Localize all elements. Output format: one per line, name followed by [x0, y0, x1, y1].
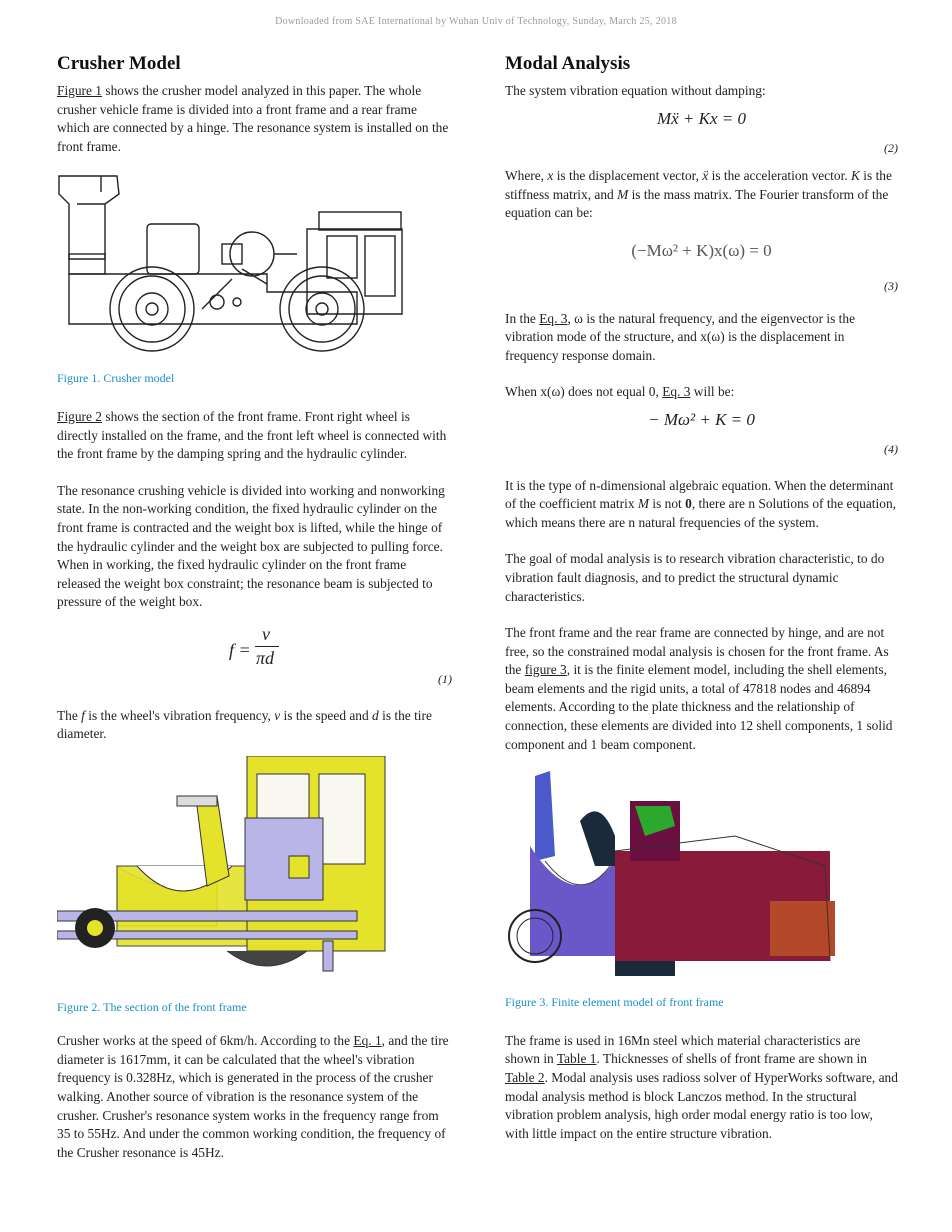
text: is the displacement vector, — [553, 168, 703, 184]
figure2-front-frame — [57, 756, 452, 996]
var-K: K — [851, 168, 860, 184]
text: is the acceleration vector. — [708, 168, 852, 184]
var-M: M — [637, 496, 650, 512]
text: . Modal analysis uses radioss solver of HyperWorks software, and modal analysis method is block Lanczos method. In the structural vibration problem analysis, high order modal energy ratio is too low, with little impact on the entire structure vibration. — [505, 1070, 898, 1141]
download-banner: Downloaded from SAE International by Wuhan Univ of Technology, Sunday, March 25, 2018 — [275, 16, 677, 27]
figure1-link[interactable]: Figure 1 — [57, 83, 103, 98]
eq1-number: (1) — [438, 671, 452, 686]
equation-4 — [505, 410, 898, 440]
figure2-link[interactable]: Figure 2 — [57, 408, 103, 424]
fe-mesh-render — [505, 766, 865, 988]
text: , ω is the natural frequency, and the eigenvector is the vibration mode of the structure, and x(ω) is the displacement in frequency response domain. — [505, 310, 856, 363]
figure3-link[interactable]: figure 3 — [524, 662, 567, 678]
paragraph-fe-model — [505, 624, 898, 754]
paragraph-frequency-def — [57, 707, 452, 744]
eq1-link[interactable]: Eq. 1 — [353, 1033, 382, 1049]
paragraph-natural-frequency — [505, 310, 898, 366]
crusher-model-heading: Crusher Model — [57, 53, 181, 74]
text: The frame is used in 16Mn steel which material characteristics are shown in — [505, 1032, 861, 1067]
text: is the stiffness matrix, and — [505, 168, 892, 202]
var-v: v — [274, 707, 281, 723]
left-column — [57, 52, 452, 1180]
text: will be: — [690, 384, 735, 400]
figure3-fe-model — [505, 766, 898, 991]
equation-3 — [505, 241, 898, 271]
eq4-number: (4) — [884, 441, 898, 456]
var-d: d — [372, 707, 379, 723]
eq1-numerator: v — [262, 623, 270, 644]
text: When x(ω) does not equal 0, — [505, 384, 663, 400]
equation-1 — [57, 623, 452, 670]
figure1-caption: Figure 1. Crusher model — [57, 371, 175, 386]
text: is the wheel's vibration frequency, — [84, 707, 275, 723]
paragraph-variables — [505, 167, 898, 223]
text: Where, — [505, 168, 548, 184]
paragraph-vibration-eq: The system vibration equation without damping: — [505, 83, 766, 98]
figure1-crusher-drawing — [57, 174, 452, 369]
paragraph-algebraic — [505, 477, 898, 533]
paragraph-goal: The goal of modal analysis is to research vibration characteristic, to do vibration fault diagnosis, and to predict the structural dynamic characteristics. — [505, 551, 885, 604]
paragraph-intro — [57, 82, 452, 156]
front-frame-render — [57, 756, 397, 994]
eq3-text: (−Mω² + K)x(ω) = 0 — [631, 240, 772, 260]
right-column — [505, 52, 898, 1161]
paragraph-section — [57, 408, 452, 464]
table1-link[interactable]: Table 1 — [556, 1051, 597, 1067]
table2-link[interactable]: Table 2 — [505, 1070, 545, 1086]
var-xdd: ẍ — [702, 168, 709, 184]
paragraph-material — [505, 1032, 898, 1144]
eq3-link-2[interactable]: Eq. 3 — [662, 384, 691, 400]
paragraph-working-state: The resonance crushing vehicle is divided into working and nonworking state. In the non-working condition, the fixed hydraulic cylinder on the front frame is contracted and the weight box is lifted, while the hinge of the hydraulic cylinder and the weight box are subjected to pulling force. When in working, the fixed hydraulic cylinder on the front frame released the weight box constraint; the resonance beam is subjected to pressure of the weight box. — [57, 482, 445, 610]
paragraph-text: shows the section of the front frame. Front right wheel is directly installed on the frame, and the front left wheel is connected with the front frame by the damping spring and the hydraulic cylinder. — [57, 408, 447, 462]
text: , and the tire diameter is 1617mm, it can be calculated that the wheel's vibration frequency is 0.328Hz, which is generated in the process of the crusher walking. Another source of vibration is the resonance system of the crusher. Crusher's resonance system works in the frequency range from 35 to 55Hz. And under the common working condition, the frequency of the Crusher resonance is 45Hz. — [57, 1033, 449, 1160]
var-x: x — [547, 168, 554, 184]
equation-2 — [505, 109, 898, 139]
text: is not — [649, 496, 686, 512]
text: is the mass matrix. The Fourier transform of the equation can be: — [505, 186, 889, 221]
text: The front frame and the rear frame are connected by hinge, and are not free, so the constrained modal analysis is chosen for the front frame. As the — [505, 625, 889, 678]
text: is the tire diameter. — [57, 707, 432, 742]
var-f: f — [81, 707, 85, 723]
eq2-number: (2) — [884, 140, 898, 155]
var-M: M — [617, 186, 629, 202]
text: , it is the finite element model, including the shell elements, beam elements and the rigid units, a total of 47818 nodes and 46894 elements. According to the plate thickness and the relationship of connection, these elements are divided into 12 shell components, 1 solid component and 1 beam component. — [505, 662, 893, 752]
paragraph-speed-calc — [57, 1032, 452, 1162]
text: It is the type of n-dimensional algebraic equation. When the determinant of the coefficient matrix — [505, 477, 894, 512]
text: . Thicknesses of shells of front frame are shown in — [596, 1051, 867, 1067]
eq3-number: (3) — [884, 278, 898, 293]
eq3-link[interactable]: Eq. 3 — [539, 310, 568, 326]
text: Crusher works at the speed of 6km/h. According to the — [57, 1033, 354, 1049]
bold-zero: 0 — [685, 496, 692, 512]
crusher-line-drawing — [57, 174, 417, 364]
paragraph-when — [505, 383, 898, 402]
text: The — [57, 707, 82, 723]
eq1-fraction-bar — [255, 646, 279, 647]
modal-analysis-heading: Modal Analysis — [505, 53, 631, 74]
eq2-text: Mẍ + Kx = 0 — [656, 108, 747, 128]
eq4-text: − Mω² + K = 0 — [648, 409, 755, 429]
eq1-denominator: πd — [256, 647, 275, 668]
text: In the — [505, 310, 540, 326]
figure3-caption: Figure 3. Finite element model of front frame — [505, 995, 724, 1010]
figure2-caption: Figure 2. The section of the front frame — [57, 999, 247, 1014]
text: is the speed and — [280, 707, 373, 723]
paragraph-text: shows the crusher model analyzed in this paper. The whole crusher vehicle frame is divided into a front frame and a rear frame which are connected by a hinge. The resonance system is installed on the front frame. — [57, 83, 449, 154]
eq1-lhs: f = — [229, 639, 251, 660]
text: , there are n Solutions of the equation, which means there are n natural frequencies of the system. — [505, 496, 896, 530]
